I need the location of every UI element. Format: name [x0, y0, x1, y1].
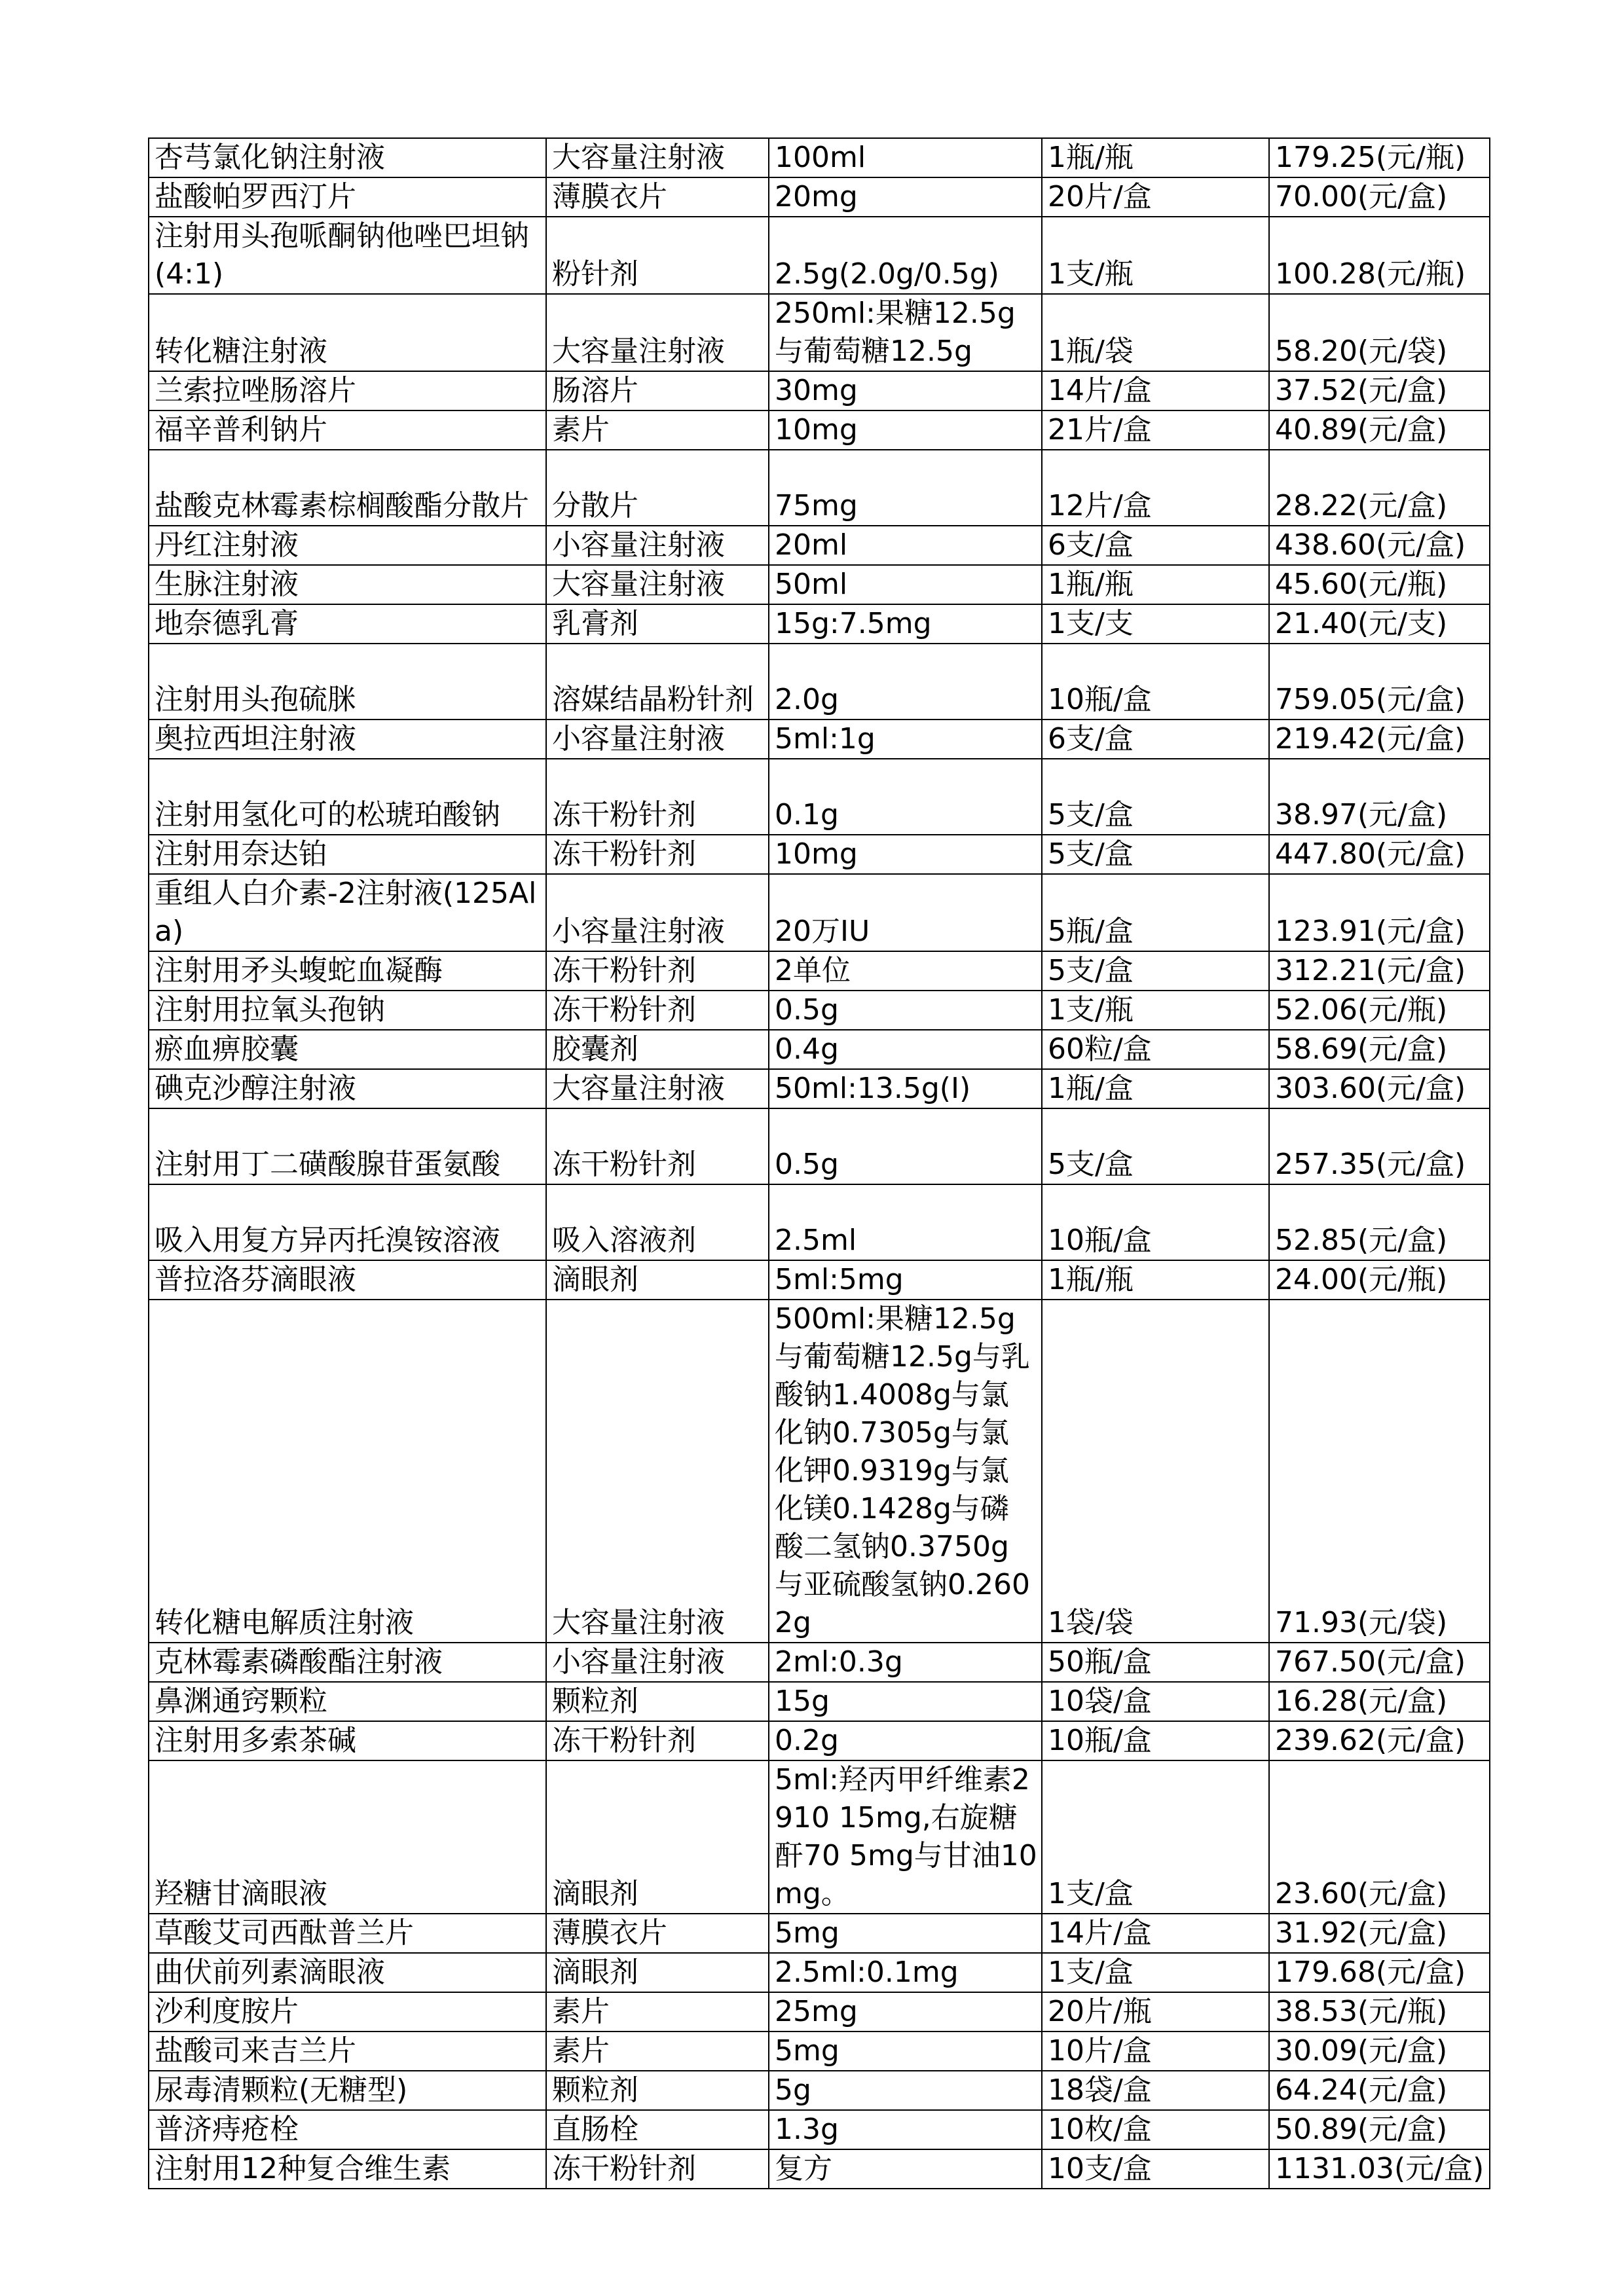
price-cell: 40.89(元/盒): [1269, 410, 1490, 450]
dosage-form-cell: 大容量注射液: [546, 1069, 769, 1108]
drug-name-cell: 鼻渊通窍颗粒: [149, 1682, 546, 1721]
drug-name-cell: 杏芎氯化钠注射液: [149, 138, 546, 177]
specification-cell: 2.5g(2.0g/0.5g): [769, 217, 1042, 294]
price-cell: 100.28(元/瓶): [1269, 217, 1490, 294]
dosage-form-cell: 素片: [546, 410, 769, 450]
price-cell: 37.52(元/盒): [1269, 371, 1490, 410]
package-cell: 5支/盒: [1042, 835, 1269, 874]
package-cell: 1支/盒: [1042, 1760, 1269, 1914]
table-row: [149, 2149, 1490, 2189]
table-row: [149, 1260, 1490, 1300]
dosage-form-cell: 冻干粉针剂: [546, 835, 769, 874]
package-cell: 1瓶/盒: [1042, 1069, 1269, 1108]
price-cell: 58.69(元/盒): [1269, 1030, 1490, 1069]
dosage-form-cell: 素片: [546, 1992, 769, 2032]
specification-cell: 500ml:果糖12.5g与葡萄糖12.5g与乳酸钠1.4008g与氯化钠0.7305g与氯化钾0.9319g与氯化镁0.1428g与磷酸二氢钠0.3750g与亚硫酸氢钠0.2602g: [769, 1300, 1042, 1643]
price-cell: 45.60(元/瓶): [1269, 565, 1490, 604]
specification-cell: 2ml:0.3g: [769, 1643, 1042, 1682]
table-row: [149, 526, 1490, 565]
drug-name-cell: 地奈德乳膏: [149, 604, 546, 644]
specification-cell: 5ml:5mg: [769, 1260, 1042, 1300]
price-cell: 30.09(元/盒): [1269, 2032, 1490, 2071]
dosage-form-cell: 薄膜衣片: [546, 177, 769, 217]
specification-cell: 2.5ml:0.1mg: [769, 1953, 1042, 1992]
package-cell: 60粒/盒: [1042, 1030, 1269, 1069]
package-cell: 21片/盒: [1042, 410, 1269, 450]
drug-name-cell: 普济痔疮栓: [149, 2110, 546, 2149]
drug-name-cell: 碘克沙醇注射液: [149, 1069, 546, 1108]
dosage-form-cell: 小容量注射液: [546, 874, 769, 951]
package-cell: 1支/盒: [1042, 1953, 1269, 1992]
dosage-form-cell: 大容量注射液: [546, 1300, 769, 1643]
specification-cell: 15g:7.5mg: [769, 604, 1042, 644]
specification-cell: 2.5ml: [769, 1184, 1042, 1260]
dosage-form-cell: 大容量注射液: [546, 294, 769, 371]
drug-name-cell: 盐酸帕罗西汀片: [149, 177, 546, 217]
drug-name-cell: 盐酸克林霉素棕榈酸酯分散片: [149, 450, 546, 526]
price-cell: 759.05(元/盒): [1269, 644, 1490, 720]
dosage-form-cell: 直肠栓: [546, 2110, 769, 2149]
specification-cell: 10mg: [769, 410, 1042, 450]
package-cell: 1袋/袋: [1042, 1300, 1269, 1643]
price-cell: 21.40(元/支): [1269, 604, 1490, 644]
price-cell: 52.06(元/瓶): [1269, 991, 1490, 1030]
specification-cell: 1.3g: [769, 2110, 1042, 2149]
table-row: [149, 720, 1490, 759]
package-cell: 14片/盒: [1042, 371, 1269, 410]
table-row: [149, 644, 1490, 720]
package-cell: 5支/盒: [1042, 1108, 1269, 1184]
package-cell: 6支/盒: [1042, 720, 1269, 759]
table-row: [149, 1030, 1490, 1069]
drug-name-cell: 福辛普利钠片: [149, 410, 546, 450]
dosage-form-cell: 滴眼剂: [546, 1260, 769, 1300]
package-cell: 1瓶/袋: [1042, 294, 1269, 371]
table-row: [149, 1643, 1490, 1682]
price-cell: 303.60(元/盒): [1269, 1069, 1490, 1108]
dosage-form-cell: 冻干粉针剂: [546, 1108, 769, 1184]
package-cell: 1支/瓶: [1042, 217, 1269, 294]
table-row: [149, 371, 1490, 410]
table-row: [149, 410, 1490, 450]
dosage-form-cell: 小容量注射液: [546, 720, 769, 759]
dosage-form-cell: 冻干粉针剂: [546, 1721, 769, 1760]
dosage-form-cell: 滴眼剂: [546, 1760, 769, 1914]
package-cell: 50瓶/盒: [1042, 1643, 1269, 1682]
package-cell: 18袋/盒: [1042, 2071, 1269, 2110]
package-cell: 10片/盒: [1042, 2032, 1269, 2071]
dosage-form-cell: 吸入溶液剂: [546, 1184, 769, 1260]
specification-cell: 30mg: [769, 371, 1042, 410]
drug-name-cell: 注射用拉氧头孢钠: [149, 991, 546, 1030]
table-row: [149, 1184, 1490, 1260]
dosage-form-cell: 肠溶片: [546, 371, 769, 410]
table-row: [149, 835, 1490, 874]
specification-cell: 75mg: [769, 450, 1042, 526]
package-cell: 12片/盒: [1042, 450, 1269, 526]
drug-name-cell: 曲伏前列素滴眼液: [149, 1953, 546, 1992]
table-row: [149, 1914, 1490, 1953]
price-cell: 24.00(元/瓶): [1269, 1260, 1490, 1300]
specification-cell: 5ml:羟丙甲纤维素2910 15mg,右旋糖酐70 5mg与甘油10mg。: [769, 1760, 1042, 1914]
price-cell: 50.89(元/盒): [1269, 2110, 1490, 2149]
drug-name-cell: 吸入用复方异丙托溴铵溶液: [149, 1184, 546, 1260]
specification-cell: 0.1g: [769, 759, 1042, 835]
specification-cell: 2.0g: [769, 644, 1042, 720]
price-cell: 1131.03(元/盒): [1269, 2149, 1490, 2189]
drug-name-cell: 羟糖甘滴眼液: [149, 1760, 546, 1914]
price-cell: 123.91(元/盒): [1269, 874, 1490, 951]
drug-name-cell: 注射用丁二磺酸腺苷蛋氨酸: [149, 1108, 546, 1184]
package-cell: 10袋/盒: [1042, 1682, 1269, 1721]
package-cell: 10支/盒: [1042, 2149, 1269, 2189]
price-cell: 38.97(元/盒): [1269, 759, 1490, 835]
drug-name-cell: 注射用奈达铂: [149, 835, 546, 874]
package-cell: 10枚/盒: [1042, 2110, 1269, 2149]
drug-price-table: [148, 137, 1490, 2189]
specification-cell: 0.2g: [769, 1721, 1042, 1760]
package-cell: 1支/支: [1042, 604, 1269, 644]
dosage-form-cell: 薄膜衣片: [546, 1914, 769, 1953]
drug-name-cell: 注射用头孢硫脒: [149, 644, 546, 720]
specification-cell: 20ml: [769, 526, 1042, 565]
drug-name-cell: 尿毒清颗粒(无糖型): [149, 2071, 546, 2110]
price-cell: 71.93(元/袋): [1269, 1300, 1490, 1643]
specification-cell: 50ml: [769, 565, 1042, 604]
specification-cell: 0.5g: [769, 1108, 1042, 1184]
price-cell: 23.60(元/盒): [1269, 1760, 1490, 1914]
dosage-form-cell: 分散片: [546, 450, 769, 526]
price-cell: 219.42(元/盒): [1269, 720, 1490, 759]
table-row: [149, 991, 1490, 1030]
specification-cell: 5ml:1g: [769, 720, 1042, 759]
package-cell: 1瓶/瓶: [1042, 565, 1269, 604]
drug-name-cell: 瘀血痹胶囊: [149, 1030, 546, 1069]
dosage-form-cell: 粉针剂: [546, 217, 769, 294]
table-row: [149, 1300, 1490, 1643]
package-cell: 20片/盒: [1042, 177, 1269, 217]
table-row: [149, 1760, 1490, 1914]
specification-cell: 0.5g: [769, 991, 1042, 1030]
specification-cell: 2单位: [769, 951, 1042, 991]
dosage-form-cell: 冻干粉针剂: [546, 2149, 769, 2189]
drug-name-cell: 生脉注射液: [149, 565, 546, 604]
table-row: [149, 138, 1490, 177]
price-cell: 64.24(元/盒): [1269, 2071, 1490, 2110]
specification-cell: 20万IU: [769, 874, 1042, 951]
package-cell: 6支/盒: [1042, 526, 1269, 565]
dosage-form-cell: 溶媒结晶粉针剂: [546, 644, 769, 720]
package-cell: 1瓶/瓶: [1042, 1260, 1269, 1300]
table-row: [149, 565, 1490, 604]
price-cell: 38.53(元/瓶): [1269, 1992, 1490, 2032]
specification-cell: 5mg: [769, 1914, 1042, 1953]
specification-cell: 0.4g: [769, 1030, 1042, 1069]
price-cell: 438.60(元/盒): [1269, 526, 1490, 565]
dosage-form-cell: 大容量注射液: [546, 565, 769, 604]
table-row: [149, 1953, 1490, 1992]
dosage-form-cell: 颗粒剂: [546, 1682, 769, 1721]
dosage-form-cell: 素片: [546, 2032, 769, 2071]
price-cell: 239.62(元/盒): [1269, 1721, 1490, 1760]
table-row: [149, 604, 1490, 644]
price-cell: 70.00(元/盒): [1269, 177, 1490, 217]
dosage-form-cell: 冻干粉针剂: [546, 759, 769, 835]
table-body: [149, 138, 1490, 2189]
price-cell: 447.80(元/盒): [1269, 835, 1490, 874]
specification-cell: 10mg: [769, 835, 1042, 874]
drug-name-cell: 重组人白介素-2注射液(125Ala): [149, 874, 546, 951]
price-cell: 52.85(元/盒): [1269, 1184, 1490, 1260]
specification-cell: 5mg: [769, 2032, 1042, 2071]
specification-cell: 复方: [769, 2149, 1042, 2189]
package-cell: 1瓶/瓶: [1042, 138, 1269, 177]
specification-cell: 100ml: [769, 138, 1042, 177]
drug-name-cell: 盐酸司来吉兰片: [149, 2032, 546, 2071]
package-cell: 5支/盒: [1042, 951, 1269, 991]
price-cell: 179.68(元/盒): [1269, 1953, 1490, 1992]
package-cell: 5瓶/盒: [1042, 874, 1269, 951]
table-row: [149, 759, 1490, 835]
package-cell: 10瓶/盒: [1042, 1721, 1269, 1760]
table-row: [149, 177, 1490, 217]
table-row: [149, 1992, 1490, 2032]
dosage-form-cell: 乳膏剂: [546, 604, 769, 644]
dosage-form-cell: 小容量注射液: [546, 1643, 769, 1682]
package-cell: 5支/盒: [1042, 759, 1269, 835]
table-row: [149, 1108, 1490, 1184]
dosage-form-cell: 小容量注射液: [546, 526, 769, 565]
drug-name-cell: 注射用12种复合维生素: [149, 2149, 546, 2189]
dosage-form-cell: 冻干粉针剂: [546, 991, 769, 1030]
price-cell: 767.50(元/盒): [1269, 1643, 1490, 1682]
drug-name-cell: 转化糖注射液: [149, 294, 546, 371]
specification-cell: 20mg: [769, 177, 1042, 217]
price-cell: 312.21(元/盒): [1269, 951, 1490, 991]
table-row: [149, 2110, 1490, 2149]
table-row: [149, 1682, 1490, 1721]
price-cell: 31.92(元/盒): [1269, 1914, 1490, 1953]
price-cell: 179.25(元/瓶): [1269, 138, 1490, 177]
table-row: [149, 1721, 1490, 1760]
drug-name-cell: 注射用氢化可的松琥珀酸钠: [149, 759, 546, 835]
drug-name-cell: 沙利度胺片: [149, 1992, 546, 2032]
drug-name-cell: 兰索拉唑肠溶片: [149, 371, 546, 410]
price-cell: 257.35(元/盒): [1269, 1108, 1490, 1184]
drug-name-cell: 注射用矛头蝮蛇血凝酶: [149, 951, 546, 991]
package-cell: 14片/盒: [1042, 1914, 1269, 1953]
table-row: [149, 874, 1490, 951]
package-cell: 20片/瓶: [1042, 1992, 1269, 2032]
specification-cell: 5g: [769, 2071, 1042, 2110]
table-row: [149, 217, 1490, 294]
specification-cell: 50ml:13.5g(I): [769, 1069, 1042, 1108]
drug-name-cell: 普拉洛芬滴眼液: [149, 1260, 546, 1300]
package-cell: 10瓶/盒: [1042, 1184, 1269, 1260]
table-row: [149, 294, 1490, 371]
specification-cell: 25mg: [769, 1992, 1042, 2032]
drug-name-cell: 草酸艾司西酞普兰片: [149, 1914, 546, 1953]
drug-name-cell: 奥拉西坦注射液: [149, 720, 546, 759]
dosage-form-cell: 大容量注射液: [546, 138, 769, 177]
dosage-form-cell: 胶囊剂: [546, 1030, 769, 1069]
table-row: [149, 2032, 1490, 2071]
drug-name-cell: 克林霉素磷酸酯注射液: [149, 1643, 546, 1682]
specification-cell: 250ml:果糖12.5g与葡萄糖12.5g: [769, 294, 1042, 371]
drug-name-cell: 转化糖电解质注射液: [149, 1300, 546, 1643]
drug-name-cell: 注射用多索茶碱: [149, 1721, 546, 1760]
dosage-form-cell: 滴眼剂: [546, 1953, 769, 1992]
package-cell: 10瓶/盒: [1042, 644, 1269, 720]
price-cell: 58.20(元/袋): [1269, 294, 1490, 371]
table-row: [149, 951, 1490, 991]
table-row: [149, 1069, 1490, 1108]
table-row: [149, 450, 1490, 526]
drug-name-cell: 注射用头孢哌酮钠他唑巴坦钠(4:1): [149, 217, 546, 294]
price-cell: 16.28(元/盒): [1269, 1682, 1490, 1721]
price-cell: 28.22(元/盒): [1269, 450, 1490, 526]
package-cell: 1支/瓶: [1042, 991, 1269, 1030]
dosage-form-cell: 颗粒剂: [546, 2071, 769, 2110]
dosage-form-cell: 冻干粉针剂: [546, 951, 769, 991]
specification-cell: 15g: [769, 1682, 1042, 1721]
table-row: [149, 2071, 1490, 2110]
drug-name-cell: 丹红注射液: [149, 526, 546, 565]
